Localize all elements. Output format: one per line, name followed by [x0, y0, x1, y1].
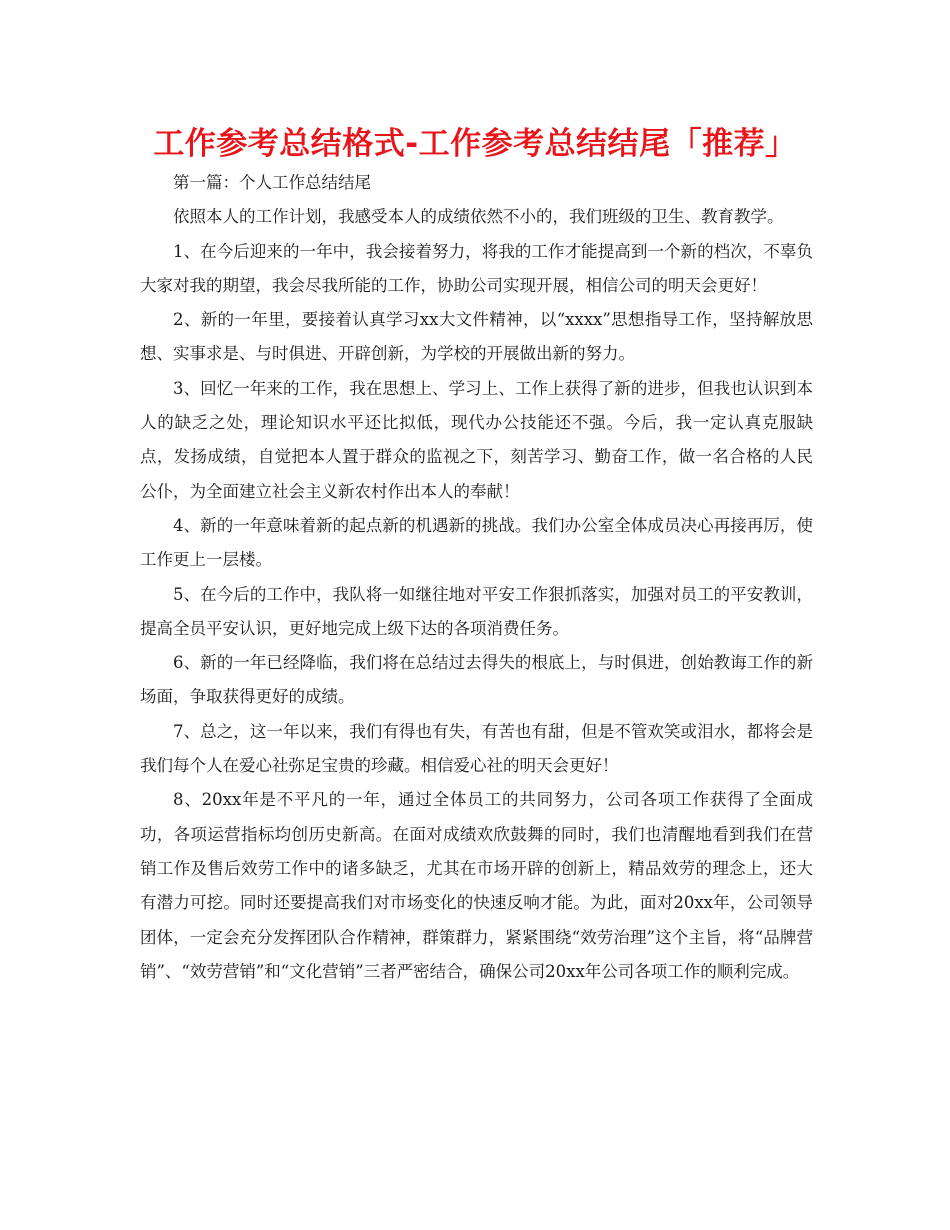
document-body — [140, 166, 813, 989]
paragraph-5: 5、在今后的工作中，我队将一如继往地对平安工作狠抓落实，加强对员工的平安教训，提高全员平安认识，更好地完成上级下达的各项消费任务。 — [140, 584, 813, 638]
section-heading: 第一篇：个人工作总结结尾 — [173, 173, 371, 192]
paragraph-intro: 依照本人的工作计划，我感受本人的成绩依然不小的，我们班级的卫生、教育教学。 — [173, 207, 784, 227]
document-title: 工作参考总结格式-工作参考总结结尾「推荐」 — [153, 126, 797, 162]
paragraph-2: 2、新的一年里，要接着认真学习xx大文件精神，以“xxxx”思想指导工作，坚持解放思想、实事求是、与时俱进、开辟创新，为学校的开展做出新的努力。 — [140, 310, 813, 364]
paragraph-4: 4、新的一年意味着新的起点新的机遇新的挑战。我们办公室全体成员决心再接再厉，使工作更上一层楼。 — [140, 515, 813, 570]
paragraph-7: 7、总之，这一年以来，我们有得也有失，有苦也有甜，但是不管欢笑或泪水，都将会是我们每个人在爱心社弥足宝贵的珍藏。相信爱心社的明天会更好！ — [140, 721, 813, 776]
paragraph-6: 6、新的一年已经降临，我们将在总结过去得失的根底上，与时俱进，创始教诲工作的新场面，争取获得更好的成绩。 — [140, 653, 813, 707]
paragraph-8: 8、20xx年是不平凡的一年，通过全体员工的共同努力，公司各项工作获得了全面成功，各项运营指标均创历史新高。在面对成绩欢欣鼓舞的同时，我们也清醒地看到我们在营销工作及售后效劳工作中的诸多缺乏，尤其在市场开辟的创新上，精品效劳的理念上，还大有潜力可挖。同时还要提高我们对市场变化的快速反响才能。为此，面对20xx年，公司领导团体，一定会充分发挥团队合作精神，群策群力，紧紧围绕“效劳治理”这个主旨，将“品牌营销”、“效劳营销”和“文化营销”三者严密结合，确保公司20xx年公司各项工作的顺利完成。 — [140, 790, 813, 981]
paragraph-3: 3、回忆一年来的工作，我在思想上、学习上、工作上获得了新的进步，但我也认识到本人的缺乏之处，理论知识水平还比拟低，现代办公技能还不强。今后，我一定认真克服缺点，发扬成绩，自觉把本人置于群众的监视之下，刻苦学习、勤奋工作，做一名合格的人民公仆，为全面建立社会主义新农村作出本人的奉献！ — [140, 378, 813, 501]
paragraph-1: 1、在今后迎来的一年中，我会接着努力，将我的工作才能提高到一个新的档次，不辜负大家对我的期望，我会尽我所能的工作，协助公司实现开展，相信公司的明天会更好！ — [140, 241, 813, 295]
